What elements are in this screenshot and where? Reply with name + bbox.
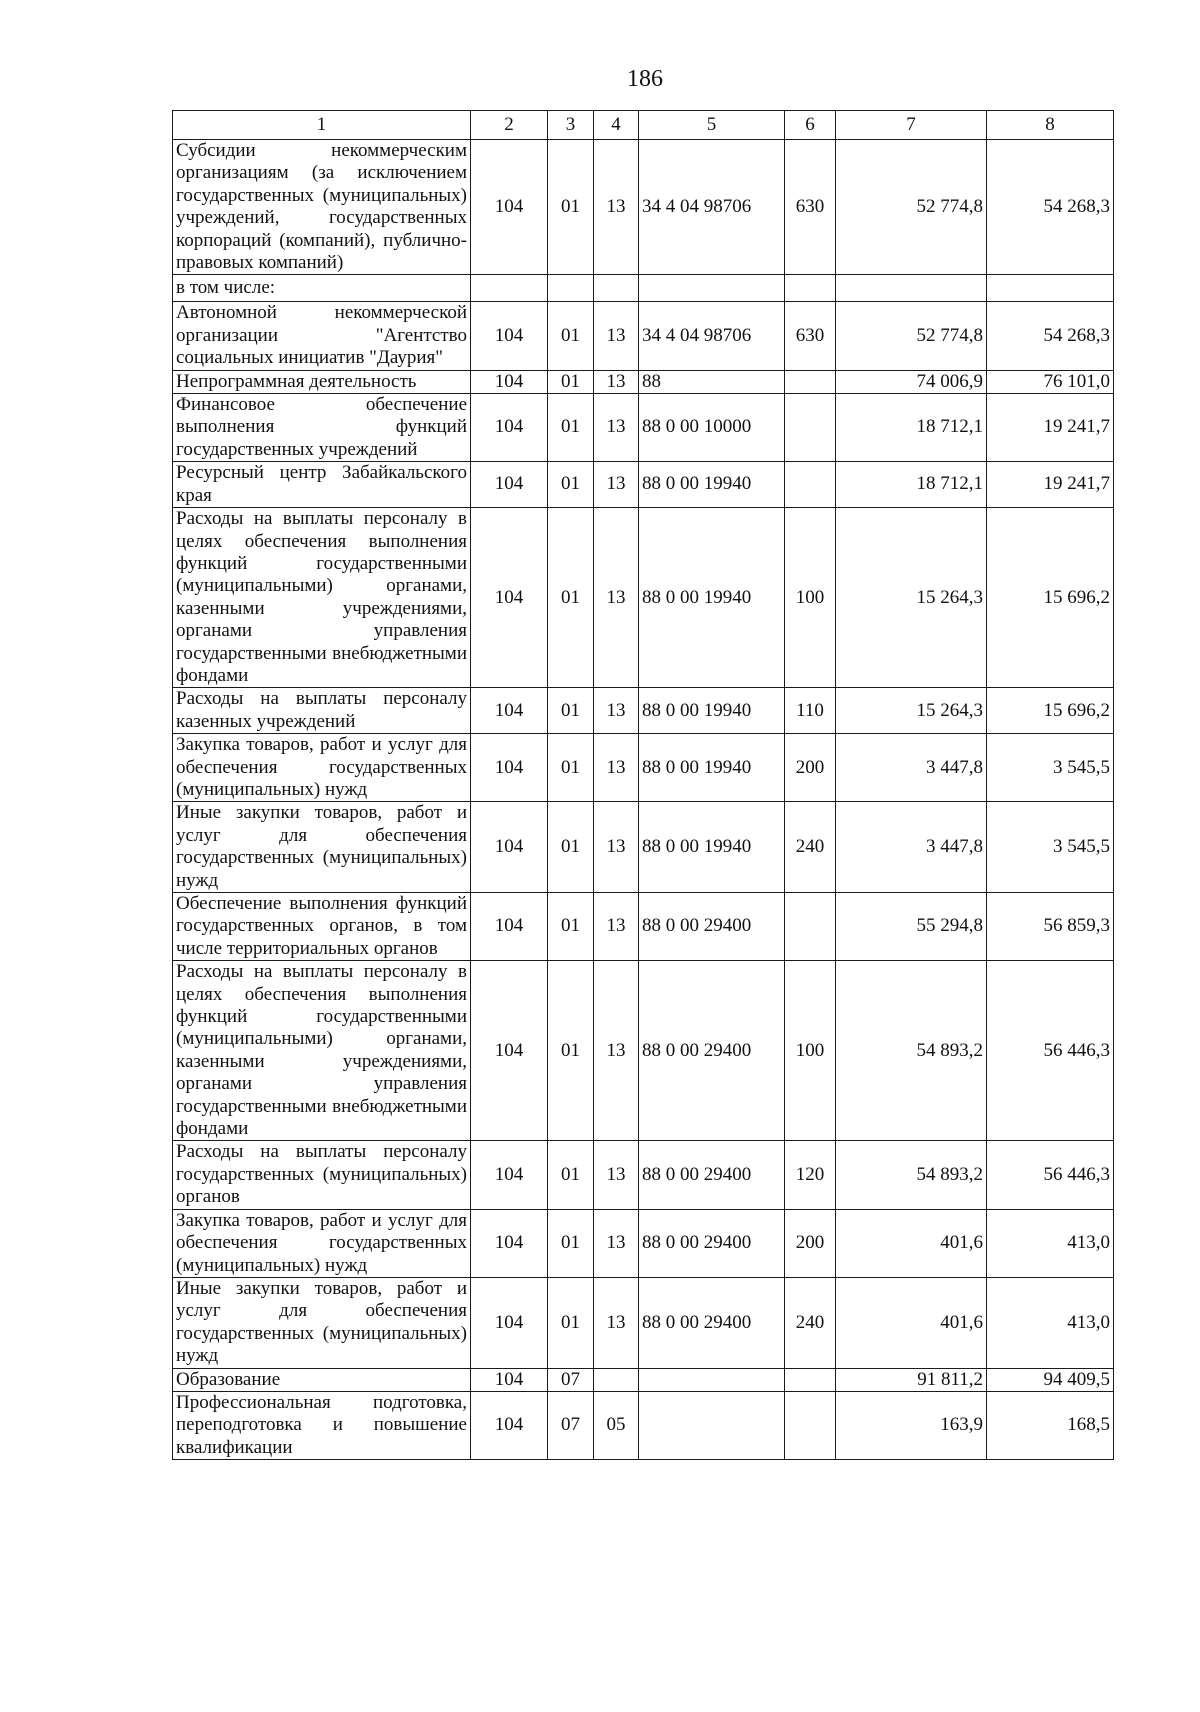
- row-section-code: 01: [548, 370, 594, 393]
- row-amount-year1: 18 712,1: [836, 394, 987, 462]
- row-amount-year1: 3 447,8: [836, 802, 987, 893]
- header-cell: 7: [836, 111, 987, 140]
- row-expense-type: 630: [785, 140, 836, 275]
- row-amount-year2: 168,5: [987, 1391, 1114, 1459]
- row-section-code: 01: [548, 394, 594, 462]
- header-cell: 1: [173, 111, 471, 140]
- row-section-code: 01: [548, 508, 594, 688]
- row-amount-year2: 56 446,3: [987, 1141, 1114, 1209]
- table-row: [173, 688, 1114, 734]
- row-amount-year2: 56 446,3: [987, 961, 1114, 1141]
- row-target-article: 88: [639, 370, 785, 393]
- row-expense-type: 240: [785, 1277, 836, 1368]
- row-expense-type: 630: [785, 302, 836, 370]
- row-amount-year1: 52 774,8: [836, 302, 987, 370]
- row-target-article: 88 0 00 29400: [639, 1141, 785, 1209]
- row-amount-year1: 15 264,3: [836, 688, 987, 734]
- row-amount-year1: 55 294,8: [836, 893, 987, 961]
- row-ministry-code: 104: [471, 140, 548, 275]
- row-amount-year1: 18 712,1: [836, 462, 987, 508]
- row-amount-year1: 163,9: [836, 1391, 987, 1459]
- row-subsection-code: 13: [594, 1209, 639, 1277]
- row-section-code: 01: [548, 688, 594, 734]
- table-row: [173, 1391, 1114, 1459]
- table-row: [173, 394, 1114, 462]
- table-row: [173, 462, 1114, 508]
- row-section-code: 01: [548, 462, 594, 508]
- row-name: Расходы на выплаты персоналу государственных (муниципальных) органов: [173, 1141, 471, 1209]
- table-row: [173, 1277, 1114, 1368]
- row-section-code: 01: [548, 140, 594, 275]
- row-amount-year1: 74 006,9: [836, 370, 987, 393]
- row-ministry-code: 104: [471, 688, 548, 734]
- row-subsection-code: 13: [594, 961, 639, 1141]
- row-expense-type: 200: [785, 1209, 836, 1277]
- table-row: [173, 370, 1114, 393]
- row-amount-year2: 19 241,7: [987, 394, 1114, 462]
- row-expense-type: [785, 394, 836, 462]
- table-row: [173, 1368, 1114, 1391]
- row-ministry-code: 104: [471, 508, 548, 688]
- row-expense-type: [785, 1391, 836, 1459]
- row-amount-year2: 413,0: [987, 1209, 1114, 1277]
- row-target-article: 88 0 00 29400: [639, 1277, 785, 1368]
- row-target-article: [639, 1368, 785, 1391]
- row-subsection-code: 13: [594, 893, 639, 961]
- row-section-code: 01: [548, 302, 594, 370]
- row-subsection-code: 05: [594, 1391, 639, 1459]
- row-amount-year2: 15 696,2: [987, 508, 1114, 688]
- row-section-code: 07: [548, 1368, 594, 1391]
- row-name: Ресурсный центр Забайкальского края: [173, 462, 471, 508]
- row-expense-type: 120: [785, 1141, 836, 1209]
- row-ministry-code: 104: [471, 1141, 548, 1209]
- row-name: Профессиональная подготовка, переподготовка и повышение квалификации: [173, 1391, 471, 1459]
- row-subsection-code: 13: [594, 734, 639, 802]
- header-cell: 4: [594, 111, 639, 140]
- row-subsection-code: 13: [594, 802, 639, 893]
- row-expense-type: 100: [785, 961, 836, 1141]
- row-target-article: 34 4 04 98706: [639, 140, 785, 275]
- row-expense-type: [785, 462, 836, 508]
- row-ministry-code: 104: [471, 394, 548, 462]
- row-expense-type: [785, 275, 836, 302]
- row-amount-year1: 91 811,2: [836, 1368, 987, 1391]
- row-ministry-code: 104: [471, 462, 548, 508]
- row-amount-year1: 54 893,2: [836, 961, 987, 1141]
- row-amount-year2: 54 268,3: [987, 140, 1114, 275]
- table-row: [173, 961, 1114, 1141]
- row-subsection-code: 13: [594, 370, 639, 393]
- row-target-article: 88 0 00 29400: [639, 893, 785, 961]
- row-ministry-code: 104: [471, 802, 548, 893]
- row-amount-year2: 54 268,3: [987, 302, 1114, 370]
- row-name: Субсидии некоммерческим организациям (за исключением государственных (муниципальных) учреждений, государственных корпораций (компаний), публично-правовых компаний): [173, 140, 471, 275]
- row-section-code: 01: [548, 1277, 594, 1368]
- table-row: [173, 275, 1114, 302]
- row-amount-year1: 3 447,8: [836, 734, 987, 802]
- row-target-article: 88 0 00 19940: [639, 508, 785, 688]
- row-target-article: 88 0 00 29400: [639, 1209, 785, 1277]
- row-amount-year2: 3 545,5: [987, 802, 1114, 893]
- row-expense-type: [785, 370, 836, 393]
- row-name: Расходы на выплаты персоналу казенных учреждений: [173, 688, 471, 734]
- row-name: Закупка товаров, работ и услуг для обеспечения государственных (муниципальных) нужд: [173, 1209, 471, 1277]
- row-amount-year2: 15 696,2: [987, 688, 1114, 734]
- row-amount-year2: 19 241,7: [987, 462, 1114, 508]
- row-subsection-code: 13: [594, 1141, 639, 1209]
- row-ministry-code: 104: [471, 961, 548, 1141]
- row-name: Непрограммная деятельность: [173, 370, 471, 393]
- row-amount-year2: 56 859,3: [987, 893, 1114, 961]
- header-cell: 3: [548, 111, 594, 140]
- row-expense-type: 240: [785, 802, 836, 893]
- row-target-article: 34 4 04 98706: [639, 302, 785, 370]
- row-section-code: 01: [548, 1141, 594, 1209]
- row-name: Иные закупки товаров, работ и услуг для обеспечения государственных (муниципальных) нужд: [173, 1277, 471, 1368]
- row-name: Иные закупки товаров, работ и услуг для обеспечения государственных (муниципальных) нужд: [173, 802, 471, 893]
- row-target-article: [639, 1391, 785, 1459]
- row-amount-year1: 52 774,8: [836, 140, 987, 275]
- row-target-article: 88 0 00 19940: [639, 462, 785, 508]
- row-amount-year2: 76 101,0: [987, 370, 1114, 393]
- row-section-code: 01: [548, 734, 594, 802]
- row-name: Финансовое обеспечение выполнения функций государственных учреждений: [173, 394, 471, 462]
- row-ministry-code: 104: [471, 1391, 548, 1459]
- header-cell: 2: [471, 111, 548, 140]
- row-target-article: [639, 275, 785, 302]
- row-subsection-code: 13: [594, 1277, 639, 1368]
- row-ministry-code: 104: [471, 1277, 548, 1368]
- row-section-code: 01: [548, 1209, 594, 1277]
- row-name: Расходы на выплаты персоналу в целях обеспечения выполнения функций государственными (муниципальными) органами, казенными учреждениями, органами управления государственными внебюджетными фондами: [173, 961, 471, 1141]
- header-row: [173, 111, 1114, 140]
- header-cell: 8: [987, 111, 1114, 140]
- row-amount-year1: 401,6: [836, 1277, 987, 1368]
- row-section-code: 01: [548, 802, 594, 893]
- row-name: Расходы на выплаты персоналу в целях обеспечения выполнения функций государственными (муниципальными) органами, казенными учреждениями, органами управления государственными внебюджетными фондами: [173, 508, 471, 688]
- row-amount-year1: 401,6: [836, 1209, 987, 1277]
- row-subsection-code: 13: [594, 462, 639, 508]
- table-row: [173, 802, 1114, 893]
- row-name: Автономной некоммерческой организации "Агентство социальных инициатив "Даурия": [173, 302, 471, 370]
- header-cell: 6: [785, 111, 836, 140]
- row-expense-type: 200: [785, 734, 836, 802]
- page-number: 186: [627, 66, 663, 92]
- row-expense-type: [785, 1368, 836, 1391]
- row-ministry-code: 104: [471, 893, 548, 961]
- row-name: Образование: [173, 1368, 471, 1391]
- row-amount-year1: 54 893,2: [836, 1141, 987, 1209]
- row-subsection-code: 13: [594, 140, 639, 275]
- row-expense-type: [785, 893, 836, 961]
- row-section-code: 01: [548, 893, 594, 961]
- row-ministry-code: 104: [471, 1209, 548, 1277]
- row-section-code: 07: [548, 1391, 594, 1459]
- row-amount-year2: 413,0: [987, 1277, 1114, 1368]
- row-name: Обеспечение выполнения функций государственных органов, в том числе территориальных органов: [173, 893, 471, 961]
- row-amount-year2: 3 545,5: [987, 734, 1114, 802]
- budget-table: [172, 110, 1114, 1460]
- row-ministry-code: 104: [471, 370, 548, 393]
- table-row: [173, 1141, 1114, 1209]
- row-section-code: [548, 275, 594, 302]
- row-target-article: 88 0 00 10000: [639, 394, 785, 462]
- table-row: [173, 140, 1114, 275]
- row-subsection-code: 13: [594, 508, 639, 688]
- table-row: [173, 1209, 1114, 1277]
- row-subsection-code: [594, 275, 639, 302]
- row-ministry-code: [471, 275, 548, 302]
- row-target-article: 88 0 00 29400: [639, 961, 785, 1141]
- row-amount-year1: [836, 275, 987, 302]
- table-row: [173, 734, 1114, 802]
- row-expense-type: 100: [785, 508, 836, 688]
- row-subsection-code: 13: [594, 302, 639, 370]
- row-target-article: 88 0 00 19940: [639, 802, 785, 893]
- table-row: [173, 508, 1114, 688]
- row-target-article: 88 0 00 19940: [639, 688, 785, 734]
- row-ministry-code: 104: [471, 1368, 548, 1391]
- row-subsection-code: [594, 1368, 639, 1391]
- row-name: в том числе:: [173, 275, 471, 302]
- row-amount-year2: 94 409,5: [987, 1368, 1114, 1391]
- table-row: [173, 893, 1114, 961]
- row-ministry-code: 104: [471, 302, 548, 370]
- header-cell: 5: [639, 111, 785, 140]
- row-expense-type: 110: [785, 688, 836, 734]
- table-row: [173, 302, 1114, 370]
- row-ministry-code: 104: [471, 734, 548, 802]
- row-target-article: 88 0 00 19940: [639, 734, 785, 802]
- row-subsection-code: 13: [594, 688, 639, 734]
- row-amount-year2: [987, 275, 1114, 302]
- row-section-code: 01: [548, 961, 594, 1141]
- row-subsection-code: 13: [594, 394, 639, 462]
- row-name: Закупка товаров, работ и услуг для обеспечения государственных (муниципальных) нужд: [173, 734, 471, 802]
- row-amount-year1: 15 264,3: [836, 508, 987, 688]
